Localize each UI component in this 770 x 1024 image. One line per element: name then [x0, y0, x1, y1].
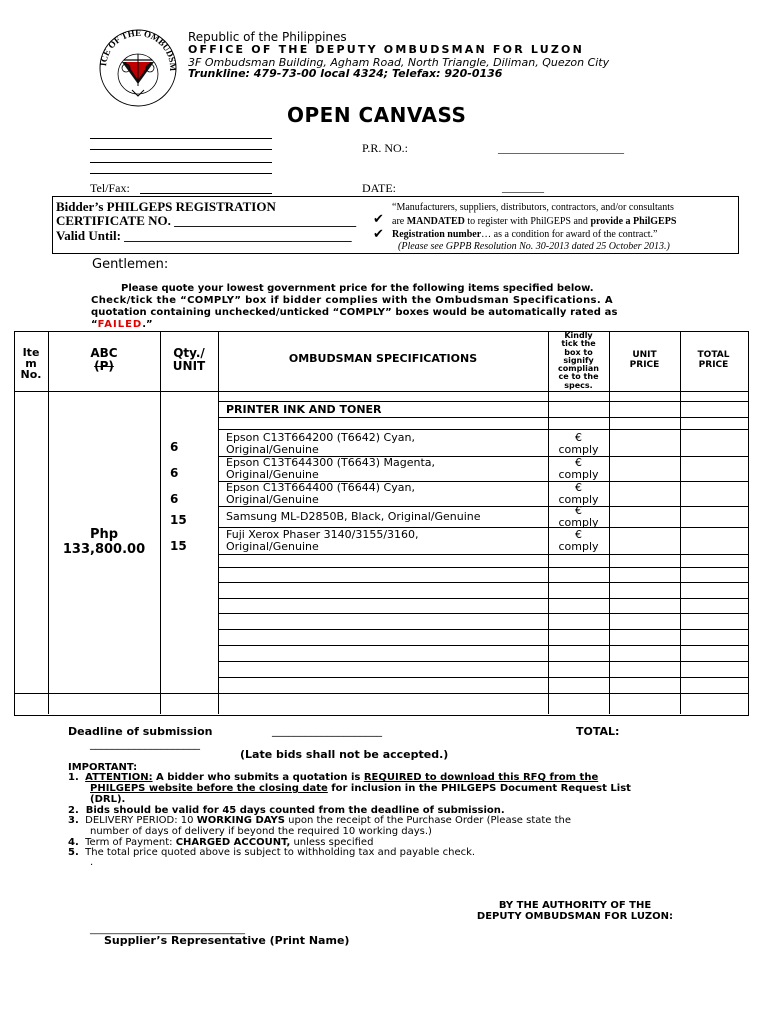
blank-line — [90, 162, 272, 163]
authority-line-2: DEPUTY OMBUDSMAN FOR LUZON: — [476, 911, 674, 922]
date-label: DATE: — [362, 181, 396, 195]
philgeps-note-1: “Manufacturers, suppliers, distributors, contractors, and/or consultants — [392, 202, 674, 213]
important-item-3: 3. DELIVERY PERIOD: 10 WORKING DAYS upon the receipt of the Purchase Order (Please state the number of days of delivery if beyond the required 10 working days.) — [68, 815, 572, 837]
header-comply: Kindly tick the box to signify complian ce to the specs. — [558, 331, 599, 390]
header-unit-price: UNIT PRICE — [629, 350, 660, 370]
item-spec: Fuji Xerox Phaser 3140/3155/3160, Original/Genuine — [226, 528, 419, 553]
item-qty: 6 — [170, 492, 179, 506]
philgeps-note-3: Registration number… as a condition for award of the contract.” — [392, 229, 658, 240]
blank-line — [90, 138, 272, 139]
check-icon: ✔ — [373, 227, 384, 242]
deadline-label: Deadline of submission — [68, 725, 213, 738]
comply-checkbox[interactable]: € comply — [558, 481, 599, 506]
instruction-line-3: quotation containing unchecked/unticked “COMPLY” boxes would be automatically rated as — [91, 307, 618, 318]
important-item-5: 5. The total price quoted above is subject to withholding tax and payable check. — [68, 847, 476, 858]
important-item-4: 4. Term of Payment: CHARGED ACCOUNT, unless specified — [68, 837, 374, 848]
important-label: IMPORTANT: — [68, 762, 138, 773]
item-spec: Epson C13T664400 (T6644) Cyan, Original/Genuine — [226, 481, 415, 506]
signature-line[interactable]: _______________________________ — [90, 924, 245, 935]
total-label: TOTAL: — [576, 725, 620, 738]
philgeps-note-4: (Please see GPPB Resolution No. 30-2013 dated 25 October 2013.) — [398, 241, 670, 252]
philgeps-note-2: are MANDATED to register with PhilGEPS and provide a PhilGEPS — [392, 216, 677, 227]
item-qty: 15 — [170, 539, 187, 553]
blank-line — [90, 173, 272, 174]
deadline-field[interactable]: ____________________ — [272, 724, 382, 737]
header-trunkline: Trunkline: 479-73-00 local 4324; Telefax: 920-0136 — [188, 67, 503, 80]
comply-checkbox[interactable]: € comply — [558, 504, 599, 529]
date-field[interactable]: _______ — [502, 180, 544, 194]
pr-field[interactable]: _____________________ — [498, 141, 624, 155]
svg-text:OFFICE OF THE OMBUDSMAN: ICE OF THE OMBUDSM — [98, 27, 179, 72]
comply-checkbox[interactable]: € comply — [558, 528, 599, 553]
page-title: OPEN CANVASS — [287, 103, 467, 127]
header-office: OFFICE OF THE DEPUTY OMBUDSMAN FOR LUZON — [188, 43, 584, 56]
important-item-1: 1. ATTENTION: A bidder who submits a quotation is REQUIRED to download this RFQ from the PHILGEPS website before the closing date for inclusion in the PHILGEPS Document Request List (DRL). — [68, 772, 631, 805]
late-bids-note: (Late bids shall not be accepted.) — [240, 748, 449, 761]
ombudsman-seal — [96, 24, 180, 108]
pr-label: P.R. NO.: — [362, 141, 409, 155]
supplier-representative-label: Supplier’s Representative (Print Name) — [104, 934, 350, 947]
header-qty-unit: Qty./ UNIT — [172, 346, 206, 373]
item-qty: 15 — [170, 513, 187, 527]
check-icon: ✔ — [373, 212, 384, 227]
instruction-line-1: Please quote your lowest government price for the following items specified below. — [121, 283, 594, 294]
blank-line — [90, 149, 272, 150]
trailing-dot: . — [90, 857, 94, 868]
comply-checkbox[interactable]: € comply — [558, 431, 599, 456]
item-qty: 6 — [170, 466, 179, 480]
item-qty: 6 — [170, 440, 179, 454]
item-spec: Epson C13T664200 (T6642) Cyan, Original/Genuine — [226, 431, 415, 456]
header-republic: Republic of the Philippines — [188, 30, 347, 44]
comply-checkbox[interactable]: € comply — [558, 456, 599, 481]
instruction-line-2: Check/tick the “COMPLY” box if bidder complies with the Ombudsman Specifications. A — [91, 295, 613, 306]
authority-line-1: BY THE AUTHORITY OF THE — [498, 900, 652, 911]
section-title: PRINTER INK AND TONER — [226, 403, 382, 416]
important-item-2: 2. Bids should be valid for 45 days counted from the deadline of submission. — [68, 805, 505, 816]
blank-line-2: ____________________ — [90, 737, 200, 750]
header-item-no: Ite m No. — [20, 346, 42, 381]
header-specs: OMBUDSMAN SPECIFICATIONS — [288, 352, 478, 365]
philgeps-cert-no[interactable]: CERTIFICATE NO. ____________________________ — [56, 213, 357, 228]
specs-table — [14, 331, 749, 716]
item-spec: Samsung ML-D2850B, Black, Original/Genuine — [226, 510, 481, 523]
header-abc: ABC (P) — [90, 346, 118, 373]
instruction-failed: “FAILED.” — [91, 319, 153, 330]
philgeps-line1: Bidder’s PHILGEPS REGISTRATION — [56, 199, 276, 214]
greeting: Gentlemen: — [92, 257, 169, 272]
header-total-price: TOTAL PRICE — [697, 350, 730, 370]
philgeps-valid-until[interactable]: Valid Until: ___________________________________ — [56, 228, 352, 243]
header-address: 3F Ombudsman Building, Agham Road, North Triangle, Diliman, Quezon City — [188, 56, 610, 69]
telfax-field[interactable] — [140, 193, 272, 194]
abc-amount: Php 133,800.00 — [62, 527, 146, 557]
telfax-label: Tel/Fax: — [90, 181, 130, 195]
item-spec: Epson C13T644300 (T6643) Magenta, Original/Genuine — [226, 456, 436, 481]
